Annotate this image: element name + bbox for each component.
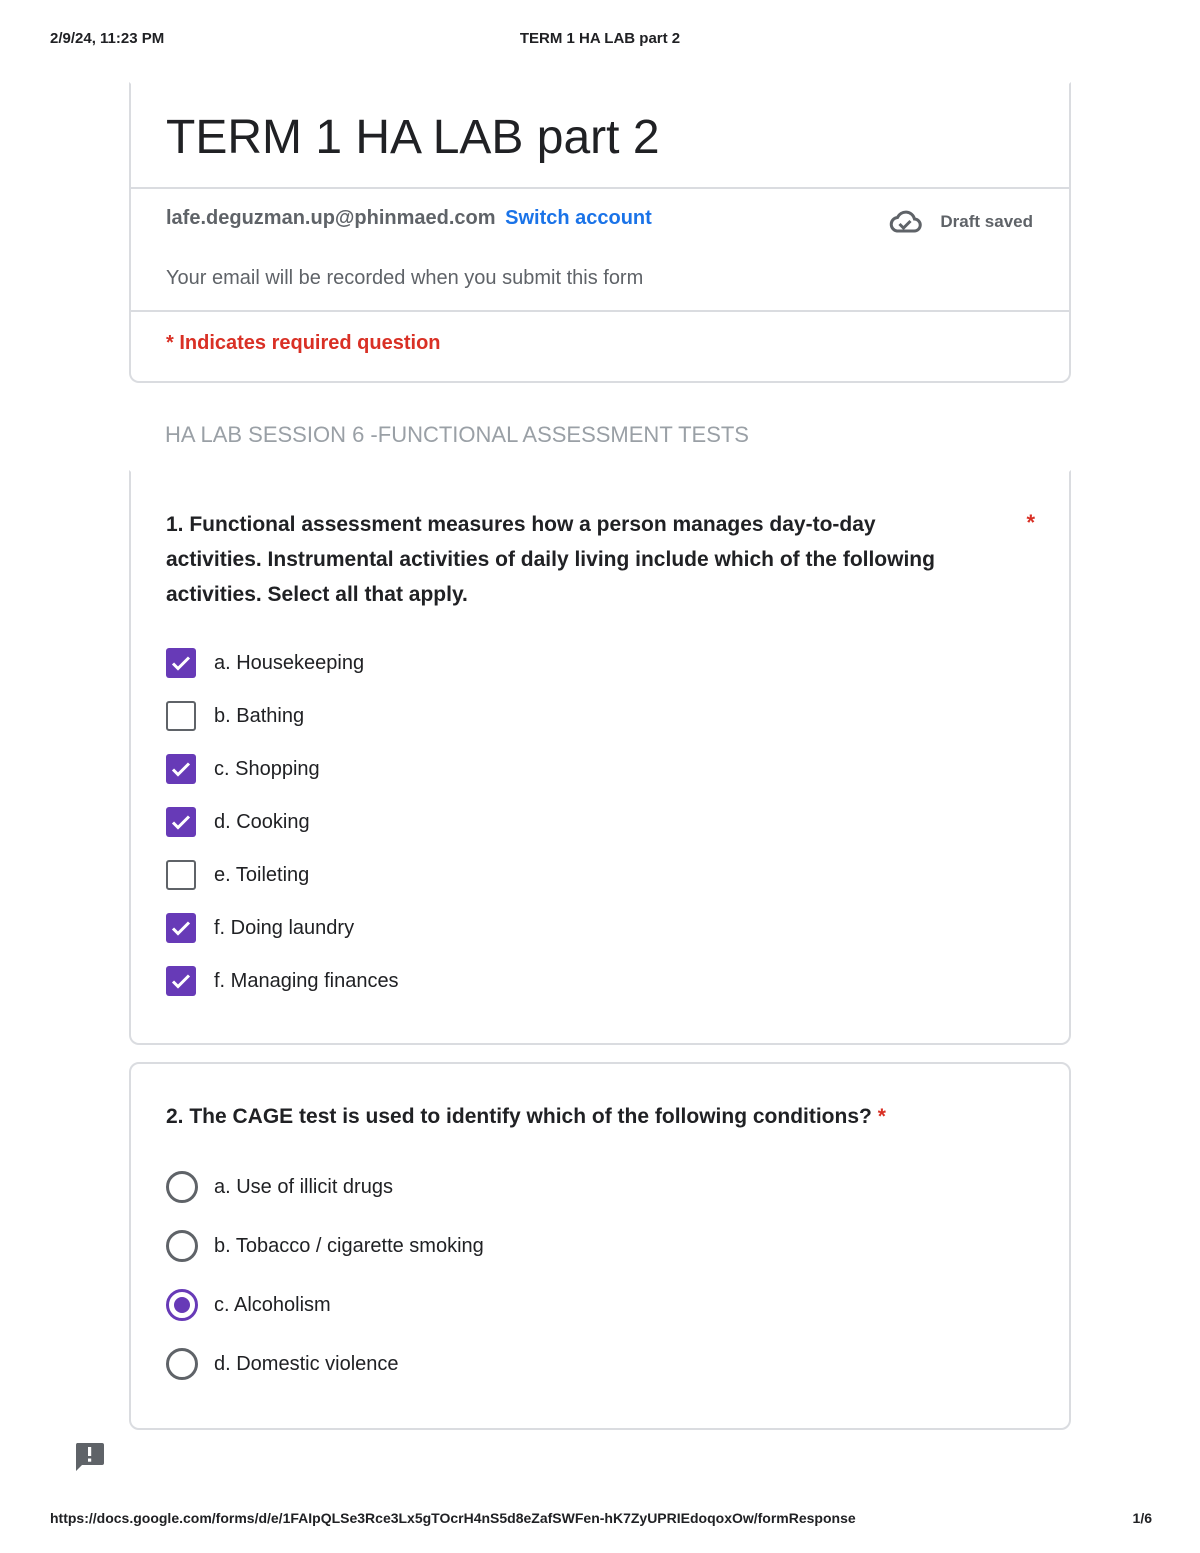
account-email: lafe.deguzman.up@phinmaed.com (166, 207, 496, 229)
checkbox-option[interactable] (166, 860, 309, 890)
checkbox-unchecked-icon[interactable] (166, 701, 196, 731)
print-url: https://docs.google.com/forms/d/e/1FAIpQLSe3Rce3Lx5gTOcrH4nS5d8eZafSWFen-hK7ZyUPRIEdoqoxOw/formResponse (50, 1510, 856, 1526)
checkbox-option[interactable] (166, 807, 310, 837)
option-label: e. Toileting (214, 863, 310, 886)
question-card-2 (129, 1062, 1071, 1430)
checkbox-unchecked-icon[interactable] (166, 860, 196, 890)
question-1-line: activities. Instrumental activities of daily living include which of the following (166, 548, 935, 571)
print-header (50, 30, 1150, 50)
switch-account-link[interactable]: Switch account (505, 207, 652, 229)
radio-option[interactable] (166, 1348, 399, 1380)
option-label: f. Managing finances (214, 969, 399, 992)
checkbox-checked-icon[interactable] (166, 754, 196, 784)
required-note: * Indicates required question (166, 332, 441, 354)
option-label: f. Doing laundry (214, 916, 355, 939)
option-label: a. Housekeeping (214, 651, 365, 674)
checkbox-option[interactable] (166, 754, 320, 784)
form-title: TERM 1 HA LAB part 2 (166, 111, 660, 164)
divider (131, 310, 1069, 312)
required-star: * (877, 1105, 886, 1128)
question-card-1 (129, 470, 1071, 1045)
radio-option[interactable] (166, 1289, 331, 1321)
required-star: * (1026, 510, 1035, 535)
draft-status (888, 210, 1033, 234)
cloud-check-icon (888, 210, 922, 234)
question-1-line: 1. Functional assessment measures how a person manages day-to-day (166, 513, 876, 536)
checkbox-checked-icon[interactable] (166, 807, 196, 837)
radio-selected-icon[interactable] (166, 1289, 198, 1321)
draft-status-label: Draft saved (940, 212, 1033, 231)
radio-unselected-icon[interactable] (166, 1348, 198, 1380)
divider (131, 187, 1069, 189)
checkbox-option[interactable] (166, 701, 304, 731)
section-title: HA LAB SESSION 6 -FUNCTIONAL ASSESSMENT TESTS (165, 422, 749, 447)
account-row (166, 207, 652, 230)
checkbox-option[interactable] (166, 913, 354, 943)
checkbox-checked-icon[interactable] (166, 913, 196, 943)
option-label: c. Shopping (214, 757, 320, 780)
checkbox-checked-icon[interactable] (166, 966, 196, 996)
form-header-card (129, 82, 1071, 383)
option-label: c. Alcoholism (214, 1293, 331, 1316)
email-note: Your email will be recorded when you submit this form (166, 267, 644, 289)
radio-option[interactable] (166, 1171, 393, 1203)
option-label: d. Domestic violence (214, 1352, 399, 1375)
question-1-line: activities. Select all that apply. (166, 583, 468, 606)
print-doc-title: TERM 1 HA LAB part 2 (519, 30, 681, 47)
question-1-text (166, 507, 986, 612)
option-label: d. Cooking (214, 810, 310, 833)
feedback-icon[interactable] (74, 1441, 105, 1472)
radio-unselected-icon[interactable] (166, 1171, 198, 1203)
question-2-label: 2. The CAGE test is used to identify which of the following conditions? (166, 1105, 872, 1128)
checkbox-option[interactable] (166, 966, 399, 996)
radio-option[interactable] (166, 1230, 484, 1262)
checkbox-option[interactable] (166, 648, 364, 678)
question-2-text (166, 1099, 886, 1134)
checkbox-checked-icon[interactable] (166, 648, 196, 678)
option-label: b. Bathing (214, 704, 305, 727)
radio-unselected-icon[interactable] (166, 1230, 198, 1262)
print-date: 2/9/24, 11:23 PM (50, 30, 165, 47)
option-label: b. Tobacco / cigarette smoking (214, 1234, 484, 1257)
print-page-number: 1/6 (1132, 1510, 1152, 1526)
option-label: a. Use of illicit drugs (214, 1175, 393, 1198)
